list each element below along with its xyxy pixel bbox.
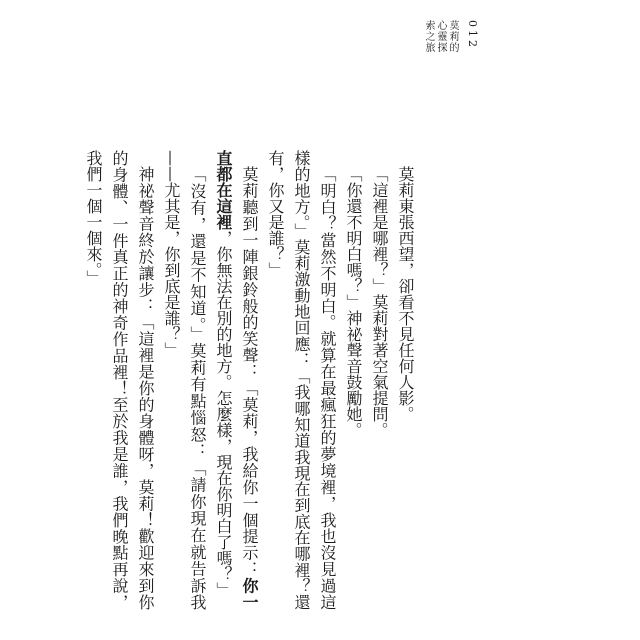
paragraph (262, 150, 340, 610)
paragraph-text: 「你還不明白嗎？」神祕聲音鼓勵她。 (344, 166, 363, 438)
paragraph (366, 150, 392, 610)
paragraph-text: 神祕聲音終於讓步：「這裡是你的身體呀，莫莉！歡迎來到你的身體、一件真正的神奇作品裡！至於我是誰，我們晚點再說，我們一個一個來。」 (84, 150, 155, 610)
paragraph-text: ，你無法在別的地方。怎麼樣，現在你明白了嗎？」 (214, 230, 233, 598)
emphasis-text: 你一直都在這裡 (214, 150, 259, 611)
paragraph-text: 「沒有，還是不知道。」莫莉有點惱怒：「請你現在就告訴我——尤其是，你到底是誰？」 (162, 150, 207, 610)
paragraph (340, 150, 366, 610)
paragraph-text: 「明白？當然不明白。就算在最瘋狂的夢境裡，我也沒見過這樣的地方。」莫莉激動地回應：「我哪知道我現在到底在哪裡？還有，你又是誰？」 (266, 150, 337, 610)
paragraph (158, 150, 210, 610)
paragraph-text: 莫莉東張西望，卻看不見任何人影。 (396, 166, 415, 422)
running-head: 莫莉的心靈探索之旅 (423, 20, 458, 53)
paragraph (392, 150, 418, 610)
paragraph-text: 莫莉聽到一陣銀鈴般的笑聲：「莫莉，我給你一個提示： (240, 166, 259, 578)
paragraph (210, 150, 262, 610)
paragraph-text: 「這裡是哪裡？」莫莉對著空氣提問。 (370, 166, 389, 438)
paragraph (80, 150, 158, 610)
body-text (0, 150, 418, 610)
page-number: 012 (466, 20, 479, 50)
